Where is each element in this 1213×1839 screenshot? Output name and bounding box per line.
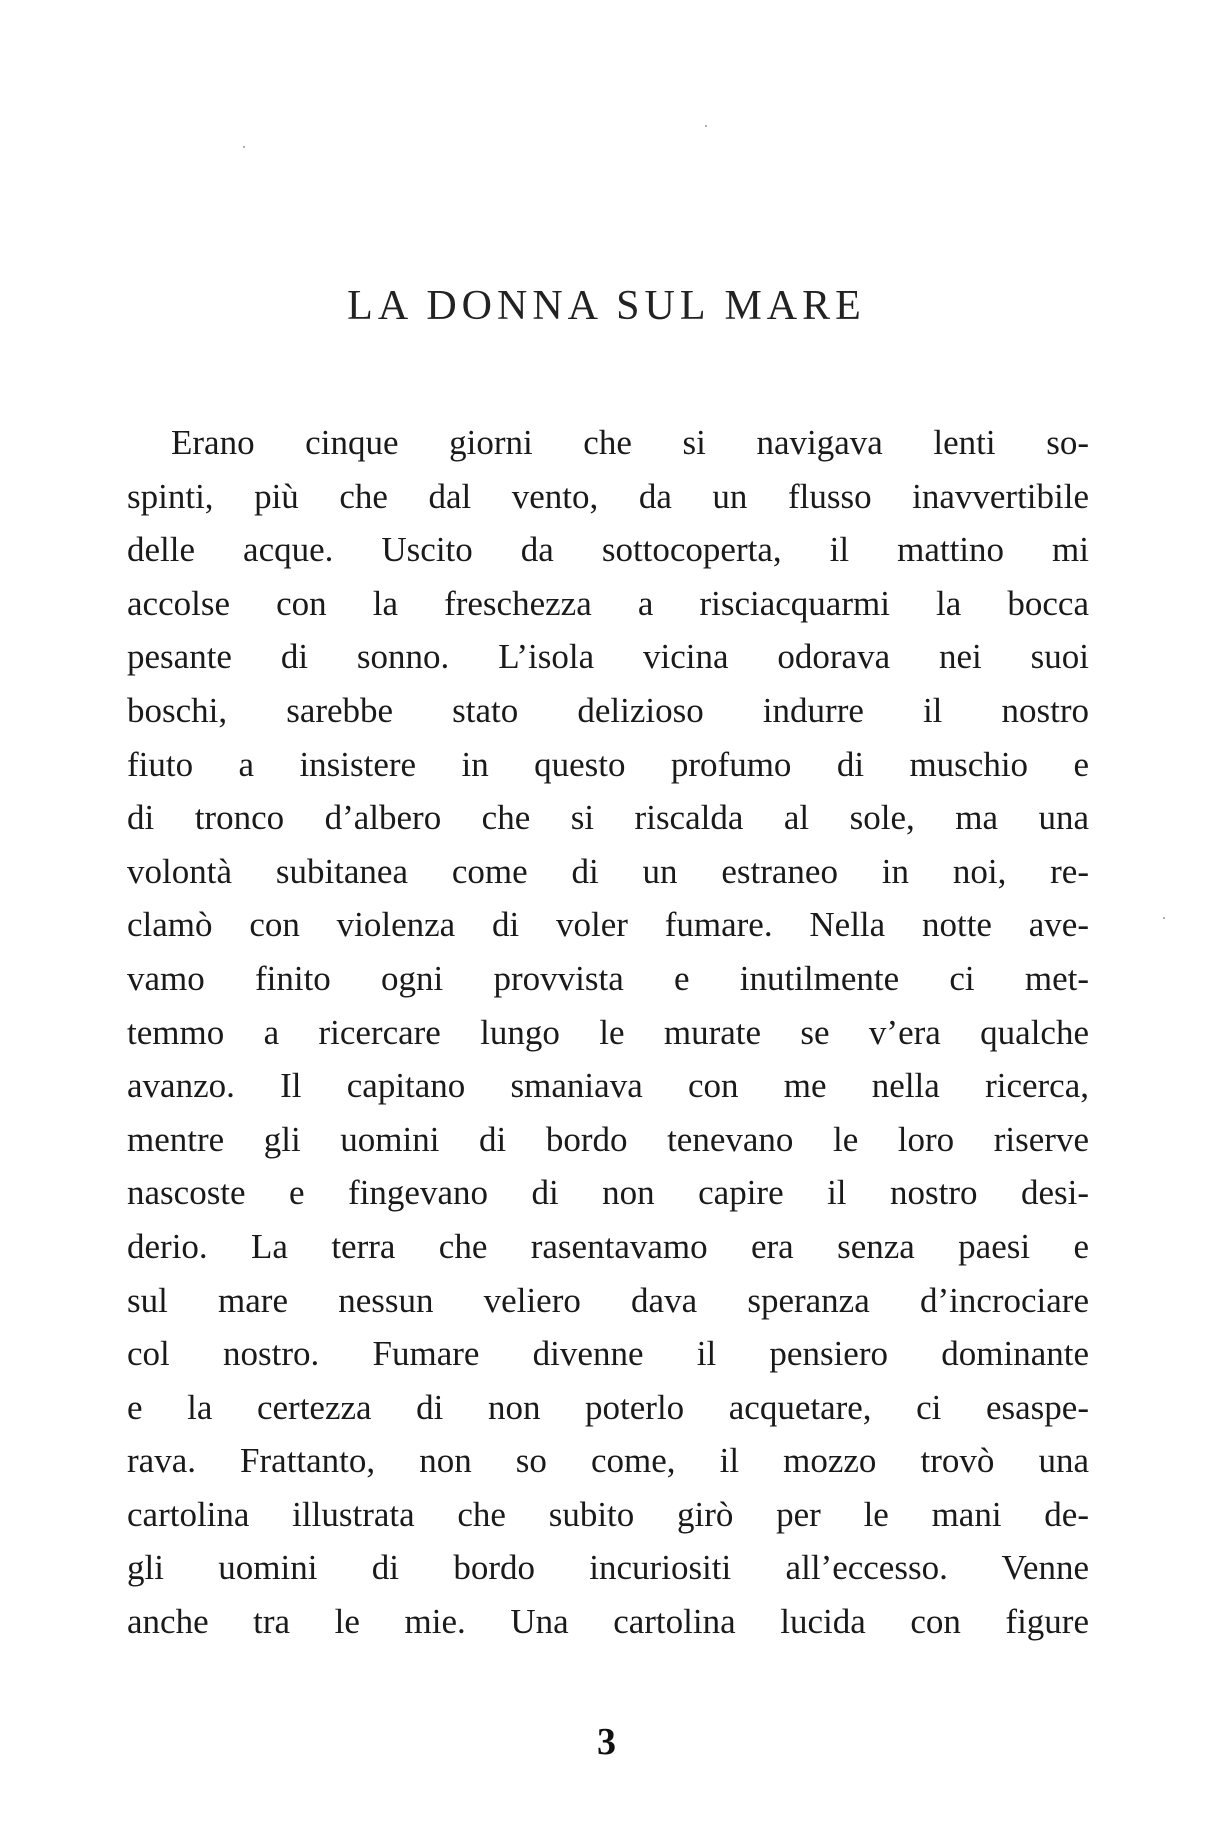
text-line: di tronco d’albero che si riscalda al sole, ma una: [127, 798, 1089, 838]
text-line: vamo finito ogni provvista e inutilmente ci met-: [127, 958, 1089, 998]
paper-speck: [1163, 917, 1165, 919]
text-line: pesante di sonno. L’isola vicina odorava nei suoi: [127, 637, 1089, 677]
text-line: accolse con la freschezza a risciacquarmi la bocca: [127, 583, 1089, 623]
text-line: col nostro. Fumare divenne il pensiero dominante: [127, 1334, 1089, 1374]
text-line: e la certezza di non poterlo acquetare, ci esaspe-: [127, 1387, 1089, 1427]
text-line: avanzo. Il capitano smaniava con me nella ricerca,: [127, 1066, 1089, 1106]
text-line: cartolina illustrata che subito girò per le mani de-: [127, 1494, 1089, 1534]
text-line: temmo a ricercare lungo le murate se v’era qualche: [127, 1012, 1089, 1052]
text-line: delle acque. Uscito da sottocoperta, il mattino mi: [127, 530, 1089, 570]
text-line: gli uomini di bordo incuriositi all’eccesso. Venne: [127, 1548, 1089, 1588]
text-line: anche tra le mie. Una cartolina lucida con figure: [127, 1602, 1089, 1642]
text-line: boschi, sarebbe stato delizioso indurre il nostro: [127, 690, 1089, 730]
text-line: nascoste e fingevano di non capire il nostro desi-: [127, 1173, 1089, 1213]
text-line: clamò con violenza di voler fumare. Nella notte ave-: [127, 905, 1089, 945]
text-line: Erano cinque giorni che si navigava lenti so-: [171, 423, 1089, 462]
text-line: sul mare nessun veliero dava speranza d’incrociare: [127, 1280, 1089, 1320]
paper-speck: [705, 125, 707, 127]
text-line: mentre gli uomini di bordo tenevano le loro riserve: [127, 1119, 1089, 1159]
paper-speck: [243, 146, 245, 148]
text-line: rava. Frattanto, non so come, il mozzo trovò una: [127, 1441, 1089, 1481]
chapter-title: LA DONNA SUL MARE: [347, 283, 866, 329]
body-text: [127, 416, 1089, 1649]
text-line: derio. La terra che rasentavamo era senza paesi e: [127, 1226, 1089, 1266]
text-line: volontà subitanea come di un estraneo in noi, re-: [127, 851, 1089, 891]
text-line: fiuto a insistere in questo profumo di muschio e: [127, 744, 1089, 784]
text-line: spinti, più che dal vento, da un flusso inavvertibile: [127, 476, 1089, 516]
page-number: 3: [597, 1721, 616, 1763]
